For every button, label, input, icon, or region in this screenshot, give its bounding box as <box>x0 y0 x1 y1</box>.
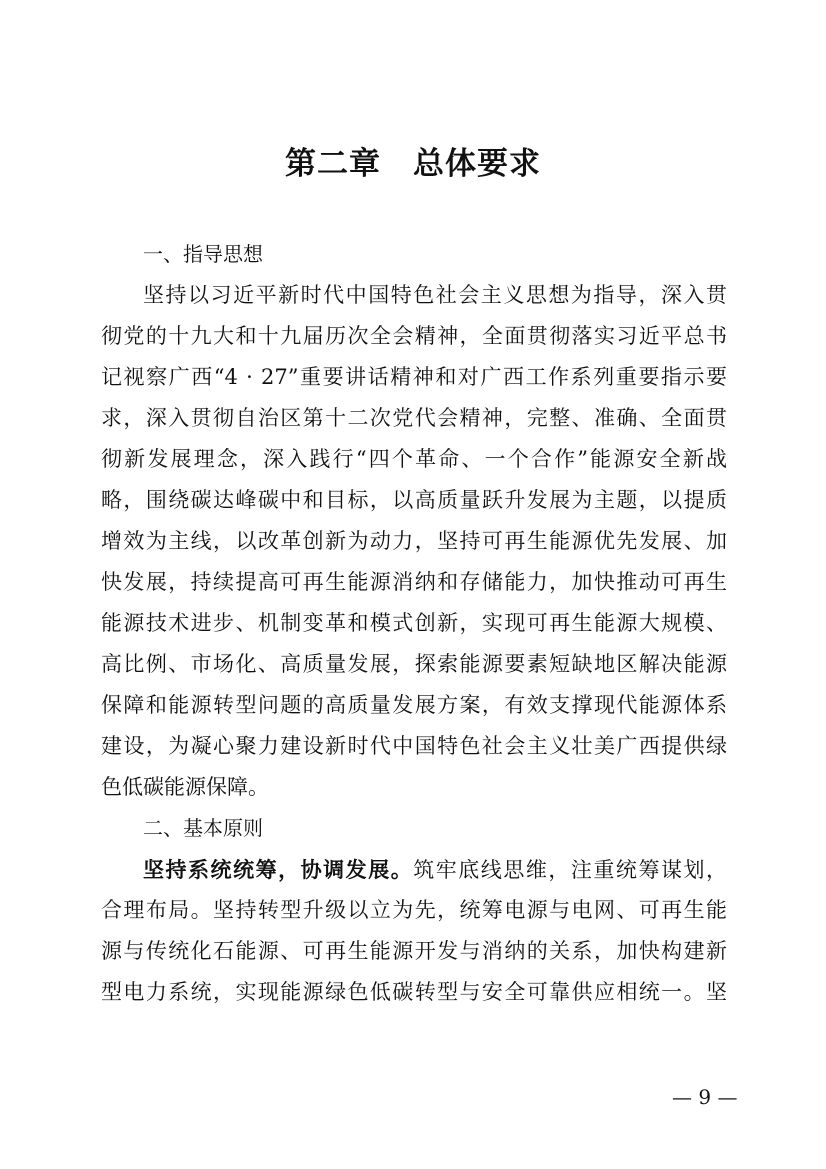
paragraph-line: 略，围绕碳达峰碳中和目标，以高质量跃升发展为主题，以提质 <box>101 488 727 512</box>
page-number: — 9 — <box>672 1085 738 1109</box>
paragraph-line: 求，深入贯彻自治区第十二次党代会精神，完整、准确、全面贯 <box>101 406 727 430</box>
paragraph-line: 增效为主线，以改革创新为动力，坚持可再生能源优先发展、加 <box>101 529 727 553</box>
paragraph-line: 合理布局。坚持转型升级以立为先，统筹电源与电网、可再生能 <box>101 898 727 922</box>
section-heading-guiding-ideology: 一、指导思想 <box>143 242 263 266</box>
paragraph-line: 色低碳能源保障。 <box>101 775 269 799</box>
paragraph-line: 彻党的十九大和十九届历次全会精神，全面贯彻落实习近平总书 <box>101 324 727 348</box>
paragraph-line: 源与传统化石能源、可再生能源开发与消纳的关系，加快构建新 <box>101 939 727 963</box>
paragraph-line: 快发展，持续提高可再生能源消纳和存储能力，加快推动可再生 <box>101 570 727 594</box>
paragraph-line: 坚持以习近平新时代中国特色社会主义思想为指导，深入贯 <box>143 283 727 307</box>
paragraph-line: 保障和能源转型问题的高质量发展方案，有效支撑现代能源体系 <box>101 693 727 717</box>
paragraph-line: 记视察广西“4 · 27”重要讲话精神和对广西工作系列重要指示要 <box>101 365 727 389</box>
chapter-title: 第二章 总体要求 <box>285 146 541 182</box>
paragraph-line: 型电力系统，实现能源绿色低碳转型与安全可靠供应相统一。坚 <box>101 980 727 1004</box>
paragraph-line: 高比例、市场化、高质量发展，探索能源要素短缺地区解决能源 <box>101 652 727 676</box>
paragraph-line: 能源技术进步、机制变革和模式创新，实现可再生能源大规模、 <box>101 611 727 635</box>
principle-text: 筑牢底线思维，注重统筹谋划， <box>413 858 728 882</box>
section-heading-basic-principles: 二、基本原则 <box>143 816 263 840</box>
document-body <box>101 234 727 1013</box>
paragraph-line: 彻新发展理念，深入践行“四个革命、一个合作”能源安全新战 <box>101 447 727 471</box>
principle-line <box>101 849 727 890</box>
principle-title: 坚持系统统筹，协调发展。 <box>143 857 414 882</box>
paragraph-line: 建设，为凝心聚力建设新时代中国特色社会主义壮美广西提供绿 <box>101 734 727 758</box>
